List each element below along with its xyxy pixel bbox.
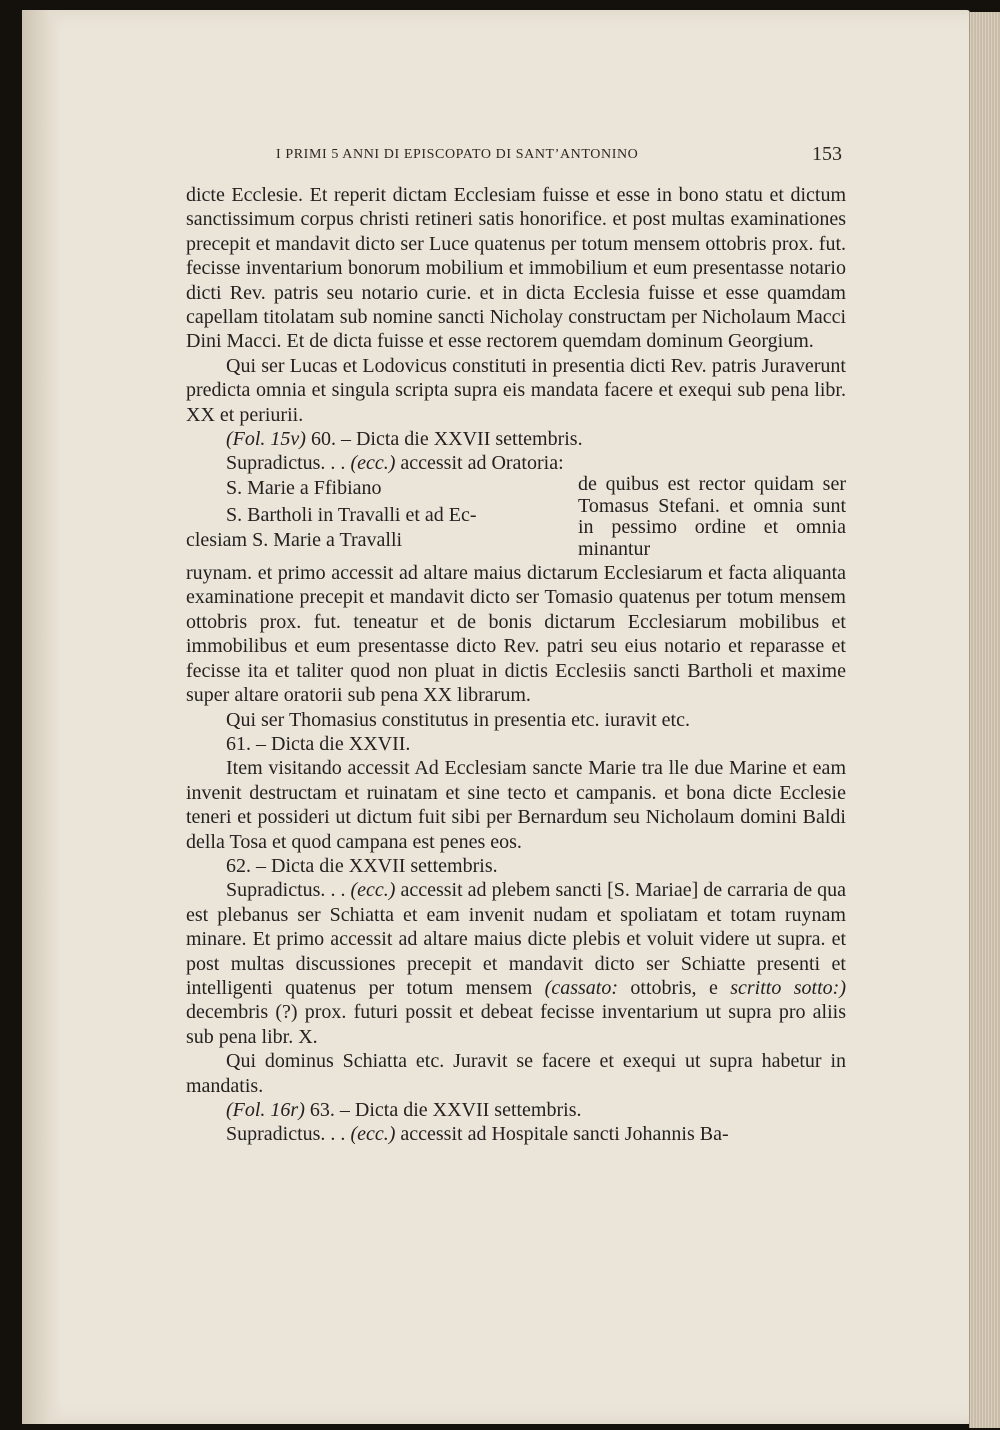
supradictus-text: Supradictus. . .	[226, 1123, 351, 1146]
plebem-text-1: accessit ad plebem sancti [S. Mariae] de carraria de qua est plebanus ser Schiatta et eam invenit nudam et spoliatam et totam ruynam minare. Et primo accessit ad altare maius dicte plebis et voluit videre ut supra. et post multas discussiones precepit et mandavit dicto ser Schiatte presenti et intelligenti quatenus per totum mensem	[186, 879, 846, 999]
entry-60-title: 60. – Dicta die XXVII settembris.	[305, 428, 583, 451]
oratorio-bartholi: S. Bartholi in Travalli et ad Ec-	[226, 504, 477, 527]
ecc-note: (ecc.)	[350, 879, 396, 902]
ecc-note: (ecc.)	[350, 1123, 396, 1146]
paragraph-plebem	[186, 878, 846, 1049]
paragraph-thomasius-oath: Qui ser Thomasius constitutus in presentia etc. iuravit etc.	[226, 708, 690, 731]
body-text	[186, 183, 846, 1147]
plebem-text-2: ottobris, e	[618, 976, 731, 999]
oratoria-text: accessit ad Oratoria:	[395, 452, 564, 475]
entry-60-heading	[186, 427, 846, 451]
supradictus-text: Supradictus. . .	[226, 452, 351, 475]
entry-63-heading	[186, 1098, 846, 1122]
paragraph-2: Qui ser Lucas et Lodovicus constituti in presentia dicti Rev. patris Juraverunt predicta omnia et singula scripta supra eis mandata facere et exequi sub pena libr. XX et periurii.	[186, 354, 846, 426]
entry-63-title: 63. – Dicta die XXVII settembris.	[304, 1099, 582, 1121]
page-number: 153	[812, 143, 842, 165]
page-gutter	[22, 10, 62, 1424]
paragraph-ruynam: ruynam. et primo accessit ad altare maius dictarum Ecclesiarum et facta aliquanta examinatione precepit et mandavit dicto ser Tomasio quatenus per totum mensem ottobris prox. fut. teneatur et de bonis dictarum Ecclesiarum mobilibus et immobilibus et eum presentasse dicto Rev. patri seu eius notario et reparasse et fecisse ita et taliter quod non pluat in dictis Ecclesiis sancti Bartholi et maxime super altare oratorii sub pena XX librarum.	[186, 562, 846, 707]
page-edges	[969, 12, 1000, 1428]
paragraph-1: dicte Ecclesie. Et reperit dictam Ecclesiam fuisse et esse in bono statu et dictum sanctissimum corpus christi retineri satis honorifice. et post multas examinationes precepit et mandavit dicto ser Luce quatenus per totum mensem ottobris prox. fut. fecisse inventarium bonorum mobilium et immobilium et eum presentasse notario dicti Rev. patris seu notario curie. et in dicta Ecclesia fuisse et esse quamdam capellam titolatam sub nomine sancti Nicholay constructam per Nicholaum Macci Dini Macci. Et de dicta fuisse et esse rectorem quemdam dominum Georgium.	[186, 184, 846, 353]
plebem-text-3: decembris (?) prox. futuri possit et debeat fecisse inventarium ut supra pro aliis sub pena libr. X.	[186, 1001, 846, 1048]
supradictus-text: Supradictus. . .	[226, 879, 351, 902]
folio-ref-16r: (Fol. 16r)	[226, 1099, 305, 1121]
folio-ref-15v: (Fol. 15v)	[226, 428, 306, 451]
cassato-note: (cassato:	[544, 976, 618, 999]
entry-62-heading: 62. – Dicta die XXVII settembris.	[226, 854, 498, 877]
running-title: I PRIMI 5 ANNI DI EPISCOPATO DI SANT’ANTONINO	[276, 147, 639, 162]
oratorio-ffibiano: S. Marie a Ffibiano	[226, 476, 382, 499]
hospitale-text: accessit ad Hospitale sancti Johannis Ba-	[395, 1123, 729, 1146]
paragraph-schiatta-oath: Qui dominus Schiatta etc. Juravit se facere et exequi ut supra habetur in mandatis.	[186, 1050, 846, 1097]
page-header	[0, 145, 1000, 169]
scritto-sotto-note: scritto sotto:)	[730, 976, 846, 999]
paragraph-hospitale	[186, 1122, 846, 1146]
oratoria-names	[186, 476, 556, 552]
ecc-note: (ecc.)	[350, 452, 396, 475]
paragraph-sancte-marie: Item visitando accessit Ad Ecclesiam sancte Marie tra lle due Marine et eam invenit destructam et ruinatam et sine tecto et campanis. et bona dicte Ecclesie teneri et possideri ut dictum fuit sibi per Bernardum seu Nicholaum domini Baldi della Tosa et quod campana est penes eos.	[186, 757, 846, 853]
entry-61-heading: 61. – Dicta die XXVII.	[226, 732, 411, 755]
oratorio-marie-travalli: clesiam S. Marie a Travalli	[186, 528, 403, 551]
rector-note: de quibus est rector quidam ser Tomasus Stefani. et omnia sunt in pessimo ordine et omnia minantur	[578, 472, 846, 561]
oratoria-list	[186, 472, 846, 561]
